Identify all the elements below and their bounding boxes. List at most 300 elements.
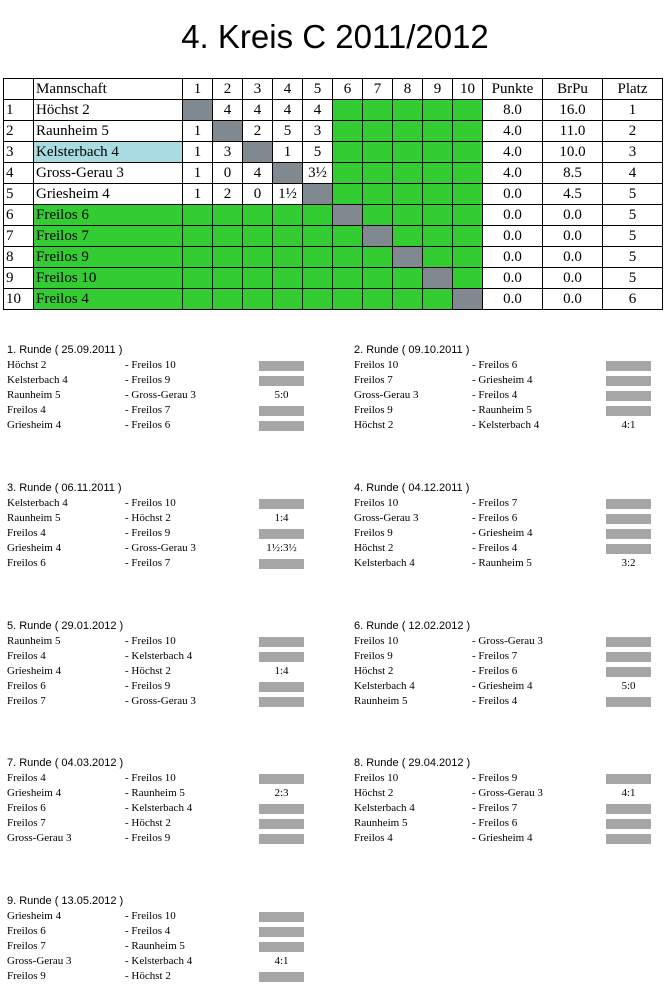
pairing-row: [7, 388, 307, 403]
home-team: Gross-Gerau 3: [7, 832, 72, 844]
punkte-cell: 0.0: [483, 226, 543, 247]
home-team: Freilos 4: [7, 404, 46, 416]
round-title: 3. Runde ( 06.11.2011 ): [7, 482, 122, 494]
bye-bar: [259, 376, 304, 386]
punkte-cell: 0.0: [483, 268, 543, 289]
result-cell: [273, 205, 303, 226]
result-cell: [453, 226, 483, 247]
result-cell: [183, 247, 213, 268]
diagonal-cell: [333, 205, 363, 226]
away-team: - Freilos 10: [125, 359, 176, 371]
result-cell: [243, 205, 273, 226]
diagonal-cell: [453, 289, 483, 310]
bye-bar: [606, 637, 651, 647]
away-team: - Freilos 6: [125, 419, 171, 431]
result-cell: [363, 163, 393, 184]
result-cell: 4: [243, 100, 273, 121]
platz-cell: 5: [603, 268, 663, 289]
bye-bar: [259, 499, 304, 509]
result-cell: [423, 247, 453, 268]
pairing-row: [7, 909, 307, 924]
diagonal-cell: [423, 268, 453, 289]
pairing-row: [7, 403, 307, 418]
home-team: Höchst 2: [354, 419, 394, 431]
team-row: [4, 163, 663, 184]
result-cell: [393, 184, 423, 205]
header-cell: Punkte: [483, 79, 543, 100]
round-block: [7, 894, 307, 984]
punkte-cell: 8.0: [483, 100, 543, 121]
pairing-row: [7, 511, 307, 526]
home-team: Griesheim 4: [7, 665, 62, 677]
match-result: 5:0: [274, 389, 289, 401]
pairing-row: [7, 831, 307, 846]
bye-bar: [259, 652, 304, 662]
home-team: Griesheim 4: [7, 542, 62, 554]
away-team: - Freilos 6: [472, 512, 518, 524]
away-team: - Freilos 7: [472, 497, 518, 509]
round-title: 4. Runde ( 04.12.2011 ): [354, 482, 470, 494]
header-cell: BrPu: [543, 79, 603, 100]
away-team: - Freilos 9: [472, 772, 518, 784]
result-cell: [333, 142, 363, 163]
home-team: Freilos 10: [354, 359, 399, 371]
diagonal-cell: [273, 163, 303, 184]
result-cell: [453, 205, 483, 226]
diagonal-cell: [213, 121, 243, 142]
round-title: 8. Runde ( 29.04.2012 ): [354, 757, 471, 769]
result-cell: [333, 184, 363, 205]
result-cell: 1½: [273, 184, 303, 205]
away-team: - Freilos 4: [472, 389, 518, 401]
result-cell: [243, 289, 273, 310]
away-team: - Raunheim 5: [472, 404, 532, 416]
header-cell: Platz: [603, 79, 663, 100]
round-block: [354, 343, 654, 433]
round-block: [354, 481, 654, 571]
result-cell: [363, 142, 393, 163]
bye-bar: [259, 421, 304, 431]
bye-bar: [606, 774, 651, 784]
punkte-cell: 4.0: [483, 142, 543, 163]
pairing-row: [7, 694, 307, 709]
result-cell: [333, 289, 363, 310]
result-cell: 5: [273, 121, 303, 142]
home-team: Raunheim 5: [7, 635, 61, 647]
round-title: 7. Runde ( 04.03.2012 ): [7, 757, 124, 769]
result-cell: [453, 184, 483, 205]
result-cell: [213, 268, 243, 289]
away-team: - Griesheim 4: [472, 527, 533, 539]
away-team: - Kelsterbach 4: [125, 955, 193, 967]
home-team: Griesheim 4: [7, 787, 62, 799]
bye-bar: [606, 529, 651, 539]
round-block: [354, 756, 654, 846]
result-cell: 1: [183, 163, 213, 184]
pairing-row: [7, 969, 307, 984]
home-team: Höchst 2: [354, 542, 394, 554]
result-cell: [333, 268, 363, 289]
brpu-cell: 4.5: [543, 184, 603, 205]
bye-bar: [259, 682, 304, 692]
result-cell: 1: [183, 121, 213, 142]
round-title: 2. Runde ( 09.10.2011 ): [354, 344, 470, 356]
away-team: - Kelsterbach 4: [125, 802, 193, 814]
result-cell: 3: [213, 142, 243, 163]
result-cell: [423, 163, 453, 184]
home-team: Raunheim 5: [354, 817, 408, 829]
pairing-row: [7, 786, 307, 801]
pairing-row: [354, 511, 654, 526]
bye-bar: [606, 361, 651, 371]
header-cell: 2: [213, 79, 243, 100]
result-cell: 2: [213, 184, 243, 205]
result-cell: [363, 100, 393, 121]
platz-cell: 5: [603, 226, 663, 247]
header-cell: 5: [303, 79, 333, 100]
pairing-row: [354, 388, 654, 403]
result-cell: [303, 205, 333, 226]
result-cell: [303, 268, 333, 289]
result-cell: [423, 142, 453, 163]
pairing-row: [7, 373, 307, 388]
result-cell: [243, 247, 273, 268]
result-cell: [423, 289, 453, 310]
result-cell: [423, 226, 453, 247]
pairing-row: [354, 526, 654, 541]
home-team: Kelsterbach 4: [354, 802, 415, 814]
bye-bar: [259, 972, 304, 982]
diagonal-cell: [363, 226, 393, 247]
bye-bar: [606, 652, 651, 662]
away-team: - Freilos 10: [125, 772, 176, 784]
brpu-cell: 8.5: [543, 163, 603, 184]
result-cell: [453, 121, 483, 142]
away-team: - Freilos 7: [125, 557, 171, 569]
header-cell: 4: [273, 79, 303, 100]
match-result: 5:0: [621, 680, 636, 692]
pairing-row: [7, 771, 307, 786]
away-team: - Freilos 10: [125, 910, 176, 922]
pairing-row: [354, 694, 654, 709]
away-team: - Freilos 7: [472, 802, 518, 814]
bye-bar: [259, 819, 304, 829]
result-cell: [243, 226, 273, 247]
pairing-row: [7, 954, 307, 969]
team-name: Höchst 2: [34, 100, 183, 121]
result-cell: [363, 121, 393, 142]
home-team: Freilos 6: [7, 925, 46, 937]
result-cell: [183, 226, 213, 247]
bye-bar: [606, 544, 651, 554]
pairing-row: [7, 924, 307, 939]
home-team: Gross-Gerau 3: [354, 389, 419, 401]
pairing-row: [354, 771, 654, 786]
match-result: 1:4: [274, 665, 289, 677]
result-cell: 4: [213, 100, 243, 121]
home-team: Freilos 7: [7, 817, 46, 829]
home-team: Gross-Gerau 3: [7, 955, 72, 967]
punkte-cell: 0.0: [483, 247, 543, 268]
result-cell: [273, 247, 303, 268]
round-title: 1. Runde ( 25.09.2011 ): [7, 344, 123, 356]
pairing-row: [7, 939, 307, 954]
away-team: - Freilos 6: [472, 665, 518, 677]
team-name: Freilos 9: [34, 247, 183, 268]
bye-bar: [606, 499, 651, 509]
result-cell: 0: [243, 184, 273, 205]
team-name: Freilos 4: [34, 289, 183, 310]
diagonal-cell: [183, 100, 213, 121]
away-team: - Gross-Gerau 3: [472, 635, 543, 647]
away-team: - Griesheim 4: [472, 374, 533, 386]
round-block: [7, 481, 307, 571]
result-cell: 3½: [303, 163, 333, 184]
pairing-row: [7, 634, 307, 649]
away-team: - Kelsterbach 4: [125, 650, 193, 662]
platz-cell: 2: [603, 121, 663, 142]
header-cell: 6: [333, 79, 363, 100]
pairing-row: [354, 801, 654, 816]
match-result: 3:2: [621, 557, 636, 569]
team-number: 8: [4, 247, 34, 268]
bye-bar: [606, 376, 651, 386]
home-team: Freilos 7: [7, 940, 46, 952]
brpu-cell: 0.0: [543, 205, 603, 226]
bye-bar: [259, 529, 304, 539]
bye-bar: [259, 942, 304, 952]
bye-bar: [606, 667, 651, 677]
result-cell: [453, 268, 483, 289]
home-team: Freilos 6: [7, 557, 46, 569]
team-number: 7: [4, 226, 34, 247]
home-team: Höchst 2: [354, 787, 394, 799]
platz-cell: 5: [603, 247, 663, 268]
diagonal-cell: [303, 184, 333, 205]
result-cell: [303, 247, 333, 268]
pairing-row: [354, 373, 654, 388]
round-block: [354, 619, 654, 709]
header-cell: 8: [393, 79, 423, 100]
away-team: - Höchst 2: [125, 970, 171, 982]
home-team: Freilos 4: [7, 772, 46, 784]
pairing-row: [7, 556, 307, 571]
header-cell: 9: [423, 79, 453, 100]
result-cell: [363, 268, 393, 289]
brpu-cell: 10.0: [543, 142, 603, 163]
home-team: Freilos 6: [7, 680, 46, 692]
bye-bar: [259, 361, 304, 371]
team-row: [4, 226, 663, 247]
result-cell: [273, 268, 303, 289]
pairing-row: [7, 358, 307, 373]
result-cell: 1: [183, 184, 213, 205]
round-block: [7, 343, 307, 433]
pairing-row: [354, 496, 654, 511]
team-number: 1: [4, 100, 34, 121]
away-team: - Raunheim 5: [472, 557, 532, 569]
result-cell: [333, 226, 363, 247]
team-name: Freilos 10: [34, 268, 183, 289]
away-team: - Freilos 4: [125, 925, 171, 937]
away-team: - Freilos 4: [472, 695, 518, 707]
brpu-cell: 0.0: [543, 289, 603, 310]
platz-cell: 5: [603, 205, 663, 226]
diagonal-cell: [243, 142, 273, 163]
header-cell: 1: [183, 79, 213, 100]
away-team: - Höchst 2: [125, 665, 171, 677]
diagonal-cell: [393, 247, 423, 268]
pairing-row: [7, 418, 307, 433]
away-team: - Griesheim 4: [472, 832, 533, 844]
team-number: 5: [4, 184, 34, 205]
bye-bar: [259, 637, 304, 647]
result-cell: [333, 100, 363, 121]
header-team: Mannschaft: [34, 79, 183, 100]
result-cell: [423, 205, 453, 226]
cross-table: [3, 78, 663, 310]
away-team: - Griesheim 4: [472, 680, 533, 692]
team-number: 2: [4, 121, 34, 142]
pairing-row: [7, 664, 307, 679]
result-cell: [273, 289, 303, 310]
home-team: Freilos 4: [354, 832, 393, 844]
result-cell: 3: [303, 121, 333, 142]
home-team: Freilos 7: [354, 374, 393, 386]
home-team: Raunheim 5: [354, 695, 408, 707]
home-team: Griesheim 4: [7, 419, 62, 431]
away-team: - Freilos 9: [125, 374, 171, 386]
result-cell: [183, 289, 213, 310]
pairing-row: [354, 679, 654, 694]
team-name: Griesheim 4: [34, 184, 183, 205]
pairing-row: [354, 403, 654, 418]
platz-cell: 6: [603, 289, 663, 310]
home-team: Griesheim 4: [7, 910, 62, 922]
team-name: Gross-Gerau 3: [34, 163, 183, 184]
pairing-row: [7, 649, 307, 664]
result-cell: 0: [213, 163, 243, 184]
team-number: 4: [4, 163, 34, 184]
pairing-row: [354, 831, 654, 846]
result-cell: [363, 184, 393, 205]
team-row: [4, 184, 663, 205]
header-cell: 10: [453, 79, 483, 100]
home-team: Raunheim 5: [7, 389, 61, 401]
result-cell: [453, 100, 483, 121]
result-cell: [303, 289, 333, 310]
home-team: Raunheim 5: [7, 512, 61, 524]
away-team: - Freilos 9: [125, 680, 171, 692]
header-cell: [4, 79, 34, 100]
bye-bar: [606, 834, 651, 844]
pairing-row: [354, 664, 654, 679]
away-team: - Freilos 7: [125, 404, 171, 416]
pairing-row: [7, 816, 307, 831]
home-team: Höchst 2: [7, 359, 47, 371]
pairing-row: [354, 634, 654, 649]
platz-cell: 5: [603, 184, 663, 205]
team-name: Freilos 7: [34, 226, 183, 247]
match-result: 1½:3½: [266, 542, 297, 554]
result-cell: [363, 247, 393, 268]
pairing-row: [354, 541, 654, 556]
team-row: [4, 142, 663, 163]
result-cell: [273, 226, 303, 247]
team-name: Raunheim 5: [34, 121, 183, 142]
away-team: - Gross-Gerau 3: [125, 542, 196, 554]
away-team: - Freilos 6: [472, 817, 518, 829]
away-team: - Raunheim 5: [125, 940, 185, 952]
punkte-cell: 0.0: [483, 184, 543, 205]
away-team: - Freilos 9: [125, 527, 171, 539]
pairing-row: [7, 496, 307, 511]
page-title: 4. Kreis C 2011/2012: [181, 18, 489, 55]
away-team: - Höchst 2: [125, 512, 171, 524]
result-cell: [453, 163, 483, 184]
team-row: [4, 289, 663, 310]
team-number: 3: [4, 142, 34, 163]
result-cell: [183, 205, 213, 226]
header-row: [4, 79, 663, 100]
punkte-cell: 4.0: [483, 163, 543, 184]
result-cell: [393, 121, 423, 142]
bye-bar: [606, 804, 651, 814]
away-team: - Freilos 10: [125, 497, 176, 509]
home-team: Höchst 2: [354, 665, 394, 677]
home-team: Kelsterbach 4: [354, 557, 415, 569]
team-number: 6: [4, 205, 34, 226]
platz-cell: 1: [603, 100, 663, 121]
result-cell: [183, 268, 213, 289]
home-team: Freilos 4: [7, 527, 46, 539]
result-cell: [213, 226, 243, 247]
bye-bar: [259, 804, 304, 814]
result-cell: 2: [243, 121, 273, 142]
round-title: 6. Runde ( 12.02.2012 ): [354, 620, 471, 632]
header-cell: 7: [363, 79, 393, 100]
pairing-row: [7, 801, 307, 816]
bye-bar: [259, 834, 304, 844]
pairing-row: [354, 649, 654, 664]
round-title: 5. Runde ( 29.01.2012 ): [7, 620, 124, 632]
result-cell: 4: [303, 100, 333, 121]
header-cell: 3: [243, 79, 273, 100]
team-number: 9: [4, 268, 34, 289]
away-team: - Kelsterbach 4: [472, 419, 540, 431]
brpu-cell: 11.0: [543, 121, 603, 142]
result-cell: [423, 184, 453, 205]
team-number: 10: [4, 289, 34, 310]
away-team: - Gross-Gerau 3: [125, 695, 196, 707]
result-cell: [453, 142, 483, 163]
bye-bar: [606, 514, 651, 524]
round-block: [7, 756, 307, 846]
result-cell: [333, 121, 363, 142]
brpu-cell: 0.0: [543, 247, 603, 268]
match-result: 4:1: [274, 955, 289, 967]
home-team: Gross-Gerau 3: [354, 512, 419, 524]
pairing-row: [354, 418, 654, 433]
home-team: Freilos 9: [7, 970, 46, 982]
pairing-row: [7, 541, 307, 556]
result-cell: 4: [273, 100, 303, 121]
pairing-row: [354, 816, 654, 831]
result-cell: [213, 205, 243, 226]
result-cell: [393, 163, 423, 184]
team-name: Kelsterbach 4: [34, 142, 183, 163]
home-team: Freilos 7: [7, 695, 46, 707]
